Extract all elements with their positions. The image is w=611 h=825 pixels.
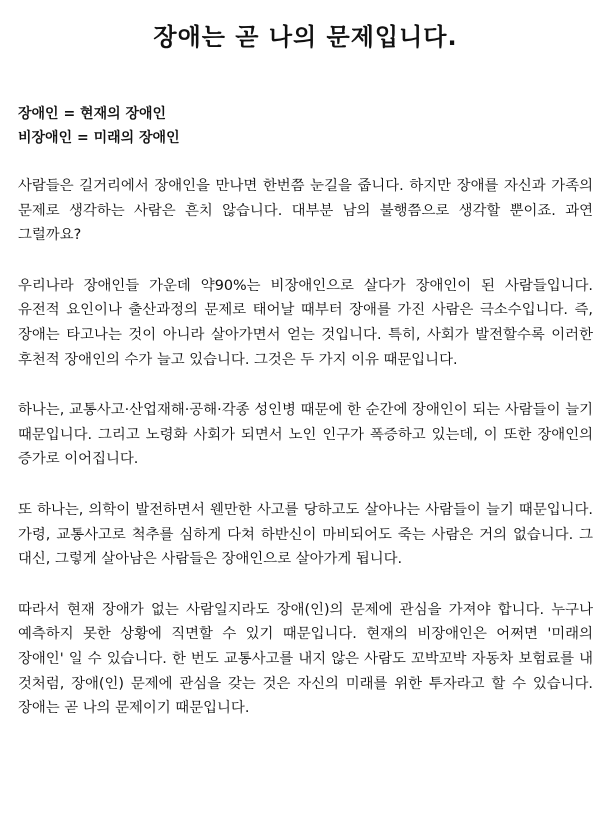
paragraph-conclusion: 따라서 현재 장애가 없는 사람일지라도 장애(인)의 문제에 관심을 가져야 합니다. 누구나 예측하지 못한 상황에 직면할 수 있기 때문입니다. 현재의 비장애인은 어쩌면 '미래의 장애인' 일 수 있습니다. 한 번도 교통사고를 내지 않은 사람도 꼬박꼬박 자동차 보험료를 내 것처럼, 장애(인) 문제에 관심을 갖는 것은 자신의 미래를 위한 투자라고 할 수 있습니다. 장애는 곧 나의 문제이기 때문입니다. (18, 601, 593, 717)
paragraph-reason-two: 또 하나는, 의학이 발전하면서 웬만한 사고를 당하고도 살아나는 사람들이 늘기 때문입니다. 가령, 교통사고로 척추를 심하게 다쳐 하반신이 마비되어도 죽는 사람은 거의 없습니다. 그 대신, 그렇게 살아남은 사람들은 장애인으로 살아가게 됩니다. (18, 501, 593, 568)
paragraph-intro: 사람들은 길거리에서 장애인을 만나면 한번쯤 눈길을 줍니다. 하지만 장애를 자신과 가족의 문제로 생각하는 사람은 흔치 않습니다. 대부분 남의 불행쯤으로 생각할 뿐이죠. 과연 그럴까요? (18, 178, 593, 244)
definition-line-nondisabled: 비장애인 = 미래의 장애인 (18, 130, 180, 146)
page-title: 장애는 곧 나의 문제입니다. (153, 23, 458, 51)
paragraph-reason-one: 하나는, 교통사고·산업재해·공해·각종 성인병 때문에 한 순간에 장애인이 되는 사람들이 늘기 때문입니다. 그리고 노령화 사회가 되면서 노인 인구가 폭증하고 있는데, 이 또한 장애인의 증가로 이어집니다. (18, 402, 593, 468)
definitions-block (18, 102, 593, 150)
body-text (18, 174, 593, 721)
definition-line-disabled: 장애인 = 현재의 장애인 (18, 106, 167, 122)
paragraph-acquired-disability: 우리나라 장애인들 가운데 약90%는 비장애인으로 살다가 장애인이 된 사람들입니다. 유전적 요인이나 출산과정의 문제로 태어날 때부터 장애를 가진 사람은 극소수입니다. 즉, 장애는 타고나는 것이 아니라 살아가면서 얻는 것입니다. 특히, 사회가 발전할수록 이러한 후천적 장애인의 수가 늘고 있습니다. 그것은 두 가지 이유 때문입니다. (18, 277, 593, 368)
